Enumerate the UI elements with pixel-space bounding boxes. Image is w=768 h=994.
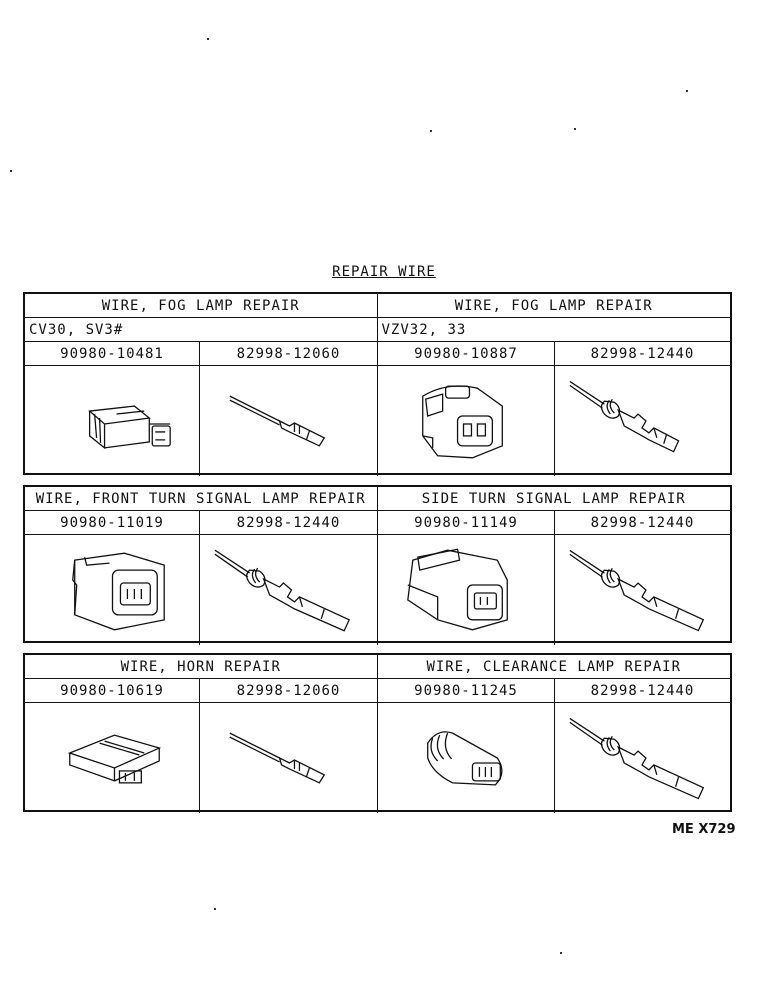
document-code: ME X729 <box>672 822 736 837</box>
scan-speck <box>574 128 576 130</box>
table-header: WIRE, FOG LAMP REPAIR <box>454 297 653 314</box>
page-title: REPAIR WIRE <box>332 264 436 280</box>
table-header: WIRE, FOG LAMP REPAIR <box>25 294 378 317</box>
repair-table-turn-signal <box>23 485 732 643</box>
part-number: 90980-10887 <box>378 342 555 365</box>
table-header: WIRE, CLEARANCE LAMP REPAIR <box>426 658 682 675</box>
scan-speck <box>686 90 688 92</box>
part-number: 82998-12060 <box>200 342 378 365</box>
part-number: 90980-11245 <box>378 679 555 702</box>
part-number: 82998-12060 <box>200 679 378 702</box>
table-header: SIDE TURN SIGNAL LAMP REPAIR <box>421 490 686 507</box>
scan-speck <box>10 170 12 172</box>
repair-table-fog-lamp <box>23 292 732 475</box>
part-number: 90980-11019 <box>25 511 200 534</box>
terminal-wire-icon <box>200 366 378 476</box>
connector-locking-icon <box>378 535 555 645</box>
model-label: CV30, SV3# <box>25 318 378 341</box>
table-header: WIRE, FRONT TURN SIGNAL LAMP REPAIR <box>25 487 378 510</box>
part-number: 82998-12440 <box>590 345 695 362</box>
connector-waterproof-icon <box>378 366 555 476</box>
connector-socket-icon <box>25 535 200 645</box>
scan-speck <box>560 952 562 954</box>
part-number: 82998-12440 <box>590 682 695 699</box>
model-label: VZV32, 33 <box>381 321 467 338</box>
part-number: 90980-11149 <box>378 511 555 534</box>
connector-flat-icon <box>25 703 200 813</box>
part-number: 90980-10619 <box>25 679 200 702</box>
terminal-seal-wire-icon <box>555 366 730 476</box>
part-number: 82998-12440 <box>590 514 695 531</box>
table-header: WIRE, HORN REPAIR <box>25 655 378 678</box>
connector-2pin-icon <box>25 366 200 476</box>
repair-table-horn-clearance <box>23 653 732 812</box>
connector-round-icon <box>378 703 555 813</box>
scan-speck <box>430 130 432 132</box>
scan-speck <box>214 908 216 910</box>
part-number: 82998-12440 <box>200 511 378 534</box>
terminal-seal-wire-icon <box>200 535 378 645</box>
terminal-wire-icon <box>200 703 378 813</box>
terminal-seal-wire-icon <box>555 535 730 645</box>
part-number: 90980-10481 <box>25 342 200 365</box>
terminal-seal-wire-icon <box>555 703 730 813</box>
scan-speck <box>207 38 209 40</box>
